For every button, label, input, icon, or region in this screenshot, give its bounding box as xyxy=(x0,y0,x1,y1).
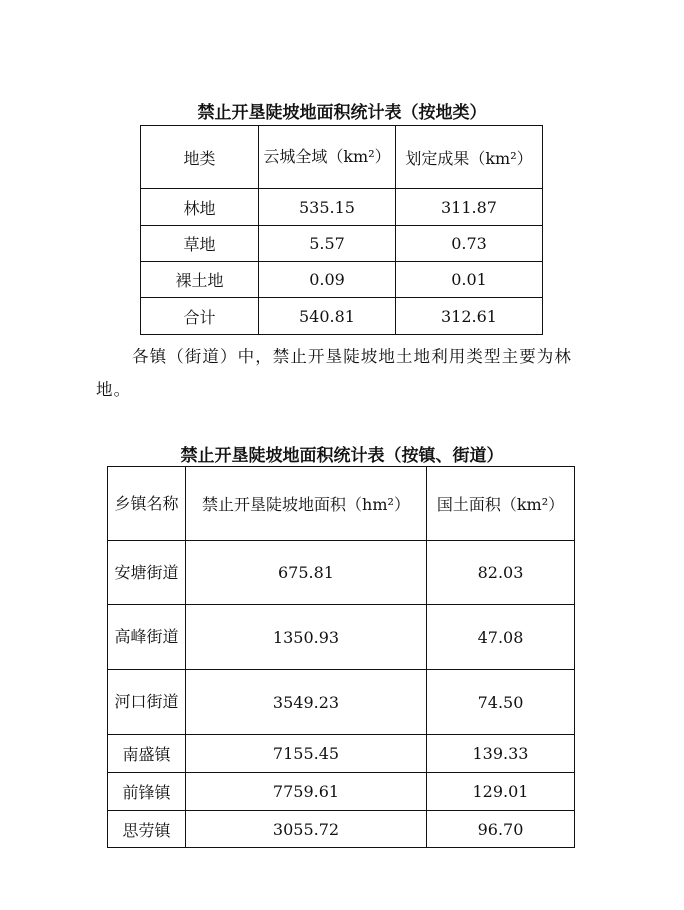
table-header-row xyxy=(108,467,575,541)
cell: 312.61 xyxy=(396,298,543,335)
table-row xyxy=(141,226,543,262)
cell: 74.50 xyxy=(427,670,575,735)
header-cell: 国土面积（km²） xyxy=(427,467,575,541)
cell: 安塘街道 xyxy=(108,541,186,605)
cell: 南盛镇 xyxy=(108,735,186,773)
table2-title: 禁止开垦陡坡地面积统计表（按镇、街道） xyxy=(180,446,504,466)
table-row xyxy=(108,541,575,605)
cell: 129.01 xyxy=(427,773,575,811)
cell: 7155.45 xyxy=(186,735,427,773)
cell: 7759.61 xyxy=(186,773,427,811)
cell: 3549.23 xyxy=(186,670,427,735)
cell: 高峰街道 xyxy=(108,605,186,670)
table-row xyxy=(141,298,543,335)
cell: 5.57 xyxy=(259,226,396,262)
cell: 合计 xyxy=(141,298,259,335)
table-row xyxy=(108,605,575,670)
cell: 0.73 xyxy=(396,226,543,262)
cell: 311.87 xyxy=(396,189,543,226)
table-row xyxy=(141,262,543,298)
cell: 0.09 xyxy=(259,262,396,298)
table-row xyxy=(108,670,575,735)
table1-title: 禁止开垦陡坡地面积统计表（按地类） xyxy=(197,103,487,123)
cell: 林地 xyxy=(141,189,259,226)
header-cell: 划定成果（km²） xyxy=(396,126,543,189)
table-row xyxy=(108,773,575,811)
cell: 47.08 xyxy=(427,605,575,670)
table-row xyxy=(141,189,543,226)
cell: 139.33 xyxy=(427,735,575,773)
cell: 思劳镇 xyxy=(108,811,186,848)
cell: 0.01 xyxy=(396,262,543,298)
header-cell: 云城全域（km²） xyxy=(259,126,396,189)
header-cell: 禁止开垦陡坡地面积（hm²） xyxy=(186,467,427,541)
cell: 540.81 xyxy=(259,298,396,335)
cell: 草地 xyxy=(141,226,259,262)
land-type-table xyxy=(140,125,543,335)
cell: 82.03 xyxy=(427,541,575,605)
header-cell: 地类 xyxy=(141,126,259,189)
header-cell: 乡镇名称 xyxy=(108,467,186,541)
cell: 河口街道 xyxy=(108,670,186,735)
cell: 3055.72 xyxy=(186,811,427,848)
body-paragraph: 各镇（街道）中，禁止开垦陡坡地土地利用类型主要为林地。 xyxy=(96,347,572,399)
table-row xyxy=(108,811,575,848)
cell: 675.81 xyxy=(186,541,427,605)
table-header-row xyxy=(141,126,543,189)
cell: 1350.93 xyxy=(186,605,427,670)
table-row xyxy=(108,735,575,773)
cell: 前锋镇 xyxy=(108,773,186,811)
town-table xyxy=(107,466,575,848)
cell: 裸土地 xyxy=(141,262,259,298)
cell: 96.70 xyxy=(427,811,575,848)
cell: 535.15 xyxy=(259,189,396,226)
